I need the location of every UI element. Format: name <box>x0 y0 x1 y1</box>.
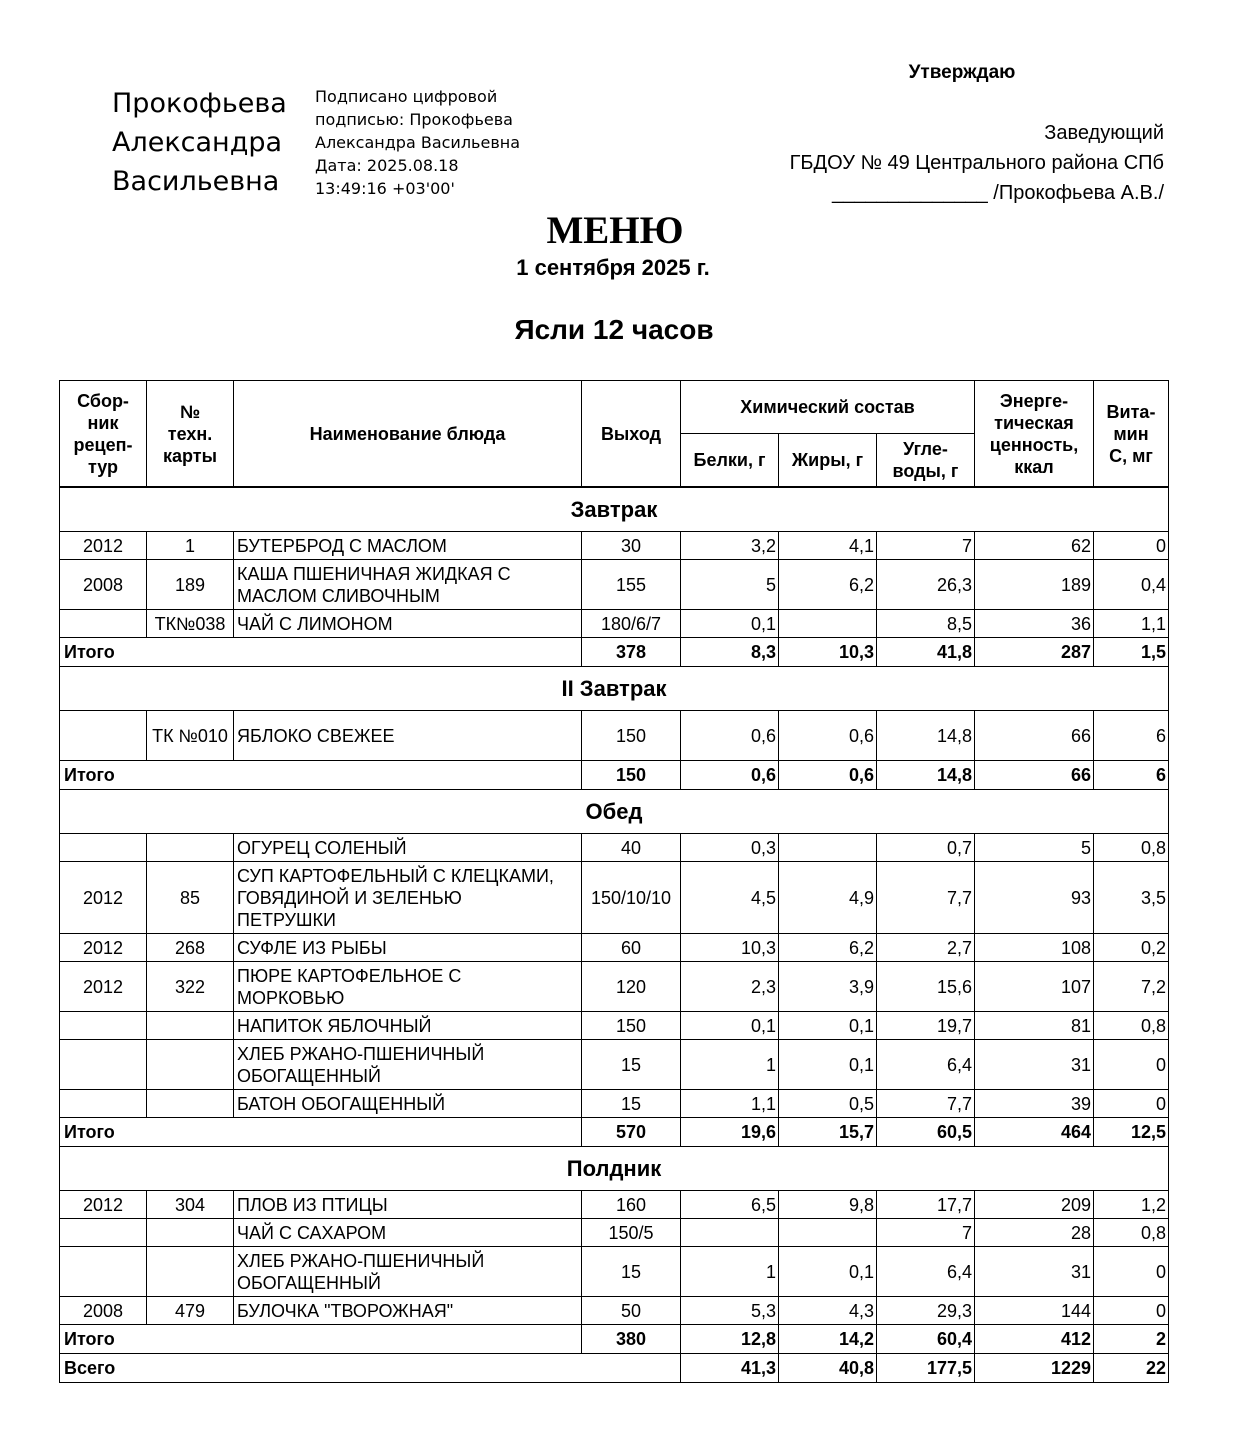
cell-output: 60 <box>582 934 681 962</box>
cell-energy: 66 <box>975 711 1094 761</box>
approval-block <box>790 118 1164 208</box>
cell-dish-name: СУП КАРТОФЕЛЬНЫЙ С КЛЕЦКАМИ, ГОВЯДИНОЙ И ЗЕЛЕНЬЮ ПЕТРУШКИ <box>234 862 582 934</box>
cell-card-number: 189 <box>147 560 234 610</box>
cell-proteins: 1 <box>681 1040 779 1090</box>
header-card-number: № техн. карты <box>147 381 234 488</box>
cell-vitamin-c: 0 <box>1094 1040 1169 1090</box>
cell-carbs: 6,4 <box>877 1247 975 1297</box>
cell-vitamin-c: 0,8 <box>1094 1219 1169 1247</box>
approval-label: Утверждаю <box>908 62 1016 83</box>
cell-carbs: 19,7 <box>877 1012 975 1040</box>
total-carbs: 41,8 <box>877 638 975 667</box>
cell-output: 15 <box>582 1040 681 1090</box>
total-row <box>60 761 1169 790</box>
cell-card-number <box>147 834 234 862</box>
cell-vitamin-c: 3,5 <box>1094 862 1169 934</box>
cell-energy: 209 <box>975 1191 1094 1219</box>
total-output: 150 <box>582 761 681 790</box>
grand-total-energy: 1229 <box>975 1354 1094 1383</box>
cell-dish-name: БУТЕРБРОД С МАСЛОМ <box>234 532 582 560</box>
approval-sign-line: ______________ /Прокофьева А.В./ <box>832 182 1164 204</box>
cell-dish-name: НАПИТОК ЯБЛОЧНЫЙ <box>234 1012 582 1040</box>
cell-card-number: ТК №010 <box>147 711 234 761</box>
cell-collection <box>60 1247 147 1297</box>
cell-energy: 62 <box>975 532 1094 560</box>
cell-fats <box>779 834 877 862</box>
total-label: Итого <box>60 638 582 667</box>
cell-fats: 0,1 <box>779 1040 877 1090</box>
cell-collection: 2012 <box>60 962 147 1012</box>
cell-output: 50 <box>582 1297 681 1325</box>
table-row <box>60 1040 1169 1090</box>
total-vitamin-c: 6 <box>1094 761 1169 790</box>
cell-fats: 4,9 <box>779 862 877 934</box>
cell-vitamin-c: 1,1 <box>1094 610 1169 638</box>
table-row <box>60 862 1169 934</box>
cell-energy: 28 <box>975 1219 1094 1247</box>
cell-output: 150 <box>582 1012 681 1040</box>
cell-energy: 107 <box>975 962 1094 1012</box>
cell-energy: 144 <box>975 1297 1094 1325</box>
cell-vitamin-c: 0 <box>1094 532 1169 560</box>
table-row <box>60 1297 1169 1325</box>
section-title: II Завтрак <box>60 667 1169 711</box>
cell-proteins <box>681 1219 779 1247</box>
cell-carbs: 29,3 <box>877 1297 975 1325</box>
total-vitamin-c: 2 <box>1094 1325 1169 1354</box>
total-label: Итого <box>60 1325 582 1354</box>
cell-carbs: 15,6 <box>877 962 975 1012</box>
cell-collection <box>60 711 147 761</box>
total-row <box>60 1118 1169 1147</box>
cell-card-number: 304 <box>147 1191 234 1219</box>
cell-output: 155 <box>582 560 681 610</box>
section-row <box>60 1147 1169 1191</box>
cell-output: 180/6/7 <box>582 610 681 638</box>
header-dish-name: Наименование блюда <box>234 381 582 488</box>
signature-name <box>112 84 287 201</box>
cell-proteins: 0,1 <box>681 1012 779 1040</box>
menu-table <box>59 380 1169 1383</box>
cell-output: 30 <box>582 532 681 560</box>
table-row <box>60 1219 1169 1247</box>
cell-output: 15 <box>582 1247 681 1297</box>
grand-total-vitamin-c: 22 <box>1094 1354 1169 1383</box>
cell-fats <box>779 1219 877 1247</box>
cell-fats <box>779 610 877 638</box>
cell-energy: 36 <box>975 610 1094 638</box>
menu-date: 1 сентября 2025 г. <box>516 255 710 280</box>
cell-collection: 2008 <box>60 1297 147 1325</box>
cell-card-number: ТК№038 <box>147 610 234 638</box>
cell-card-number: 85 <box>147 862 234 934</box>
cell-proteins: 3,2 <box>681 532 779 560</box>
cell-vitamin-c: 0 <box>1094 1247 1169 1297</box>
total-vitamin-c: 1,5 <box>1094 638 1169 667</box>
cell-output: 150/5 <box>582 1219 681 1247</box>
cell-collection: 2012 <box>60 532 147 560</box>
total-energy: 464 <box>975 1118 1094 1147</box>
cell-output: 150 <box>582 711 681 761</box>
cell-energy: 31 <box>975 1040 1094 1090</box>
total-row <box>60 638 1169 667</box>
total-fats: 10,3 <box>779 638 877 667</box>
cell-proteins: 6,5 <box>681 1191 779 1219</box>
table-row <box>60 560 1169 610</box>
total-fats: 15,7 <box>779 1118 877 1147</box>
cell-carbs: 17,7 <box>877 1191 975 1219</box>
signature-name-line: Васильевна <box>112 166 280 197</box>
cell-dish-name: ЧАЙ С САХАРОМ <box>234 1219 582 1247</box>
cell-dish-name: СУФЛЕ ИЗ РЫБЫ <box>234 934 582 962</box>
cell-card-number <box>147 1012 234 1040</box>
total-row <box>60 1325 1169 1354</box>
cell-carbs: 7 <box>877 1219 975 1247</box>
cell-proteins: 10,3 <box>681 934 779 962</box>
table-row <box>60 834 1169 862</box>
cell-collection <box>60 834 147 862</box>
table-row <box>60 1012 1169 1040</box>
approval-position: Заведующий <box>1044 122 1164 144</box>
section-title: Обед <box>60 790 1169 834</box>
cell-card-number <box>147 1247 234 1297</box>
total-energy: 412 <box>975 1325 1094 1354</box>
grand-total-row <box>60 1354 1169 1383</box>
total-proteins: 19,6 <box>681 1118 779 1147</box>
cell-output: 40 <box>582 834 681 862</box>
header-energy: Энерге- тическая ценность, ккал <box>975 381 1094 488</box>
cell-fats: 6,2 <box>779 934 877 962</box>
grand-total-fats: 40,8 <box>779 1354 877 1383</box>
group-title: Ясли 12 часов <box>514 314 714 345</box>
header-vitamin-c: Вита- мин С, мг <box>1094 381 1169 488</box>
cell-proteins: 5 <box>681 560 779 610</box>
total-carbs: 60,5 <box>877 1118 975 1147</box>
cell-carbs: 7 <box>877 532 975 560</box>
cell-collection <box>60 1090 147 1118</box>
header-output: Выход <box>582 381 681 488</box>
grand-total-label: Всего <box>60 1354 681 1383</box>
cell-card-number <box>147 1090 234 1118</box>
signature-detail-line: подписью: Прокофьева <box>315 110 513 129</box>
cell-output: 15 <box>582 1090 681 1118</box>
total-proteins: 8,3 <box>681 638 779 667</box>
section-row <box>60 790 1169 834</box>
cell-fats: 0,5 <box>779 1090 877 1118</box>
cell-vitamin-c: 0,8 <box>1094 1012 1169 1040</box>
approval-organization: ГБДОУ № 49 Центрального района СПб <box>789 152 1164 174</box>
grand-total-proteins: 41,3 <box>681 1354 779 1383</box>
cell-proteins: 0,3 <box>681 834 779 862</box>
section-title: Полдник <box>60 1147 1169 1191</box>
cell-dish-name: ЯБЛОКО СВЕЖЕЕ <box>234 711 582 761</box>
cell-vitamin-c: 1,2 <box>1094 1191 1169 1219</box>
cell-collection <box>60 1012 147 1040</box>
cell-fats: 0,1 <box>779 1247 877 1297</box>
cell-collection: 2012 <box>60 1191 147 1219</box>
cell-energy: 108 <box>975 934 1094 962</box>
cell-card-number <box>147 1219 234 1247</box>
cell-proteins: 0,1 <box>681 610 779 638</box>
cell-fats: 9,8 <box>779 1191 877 1219</box>
table-row <box>60 962 1169 1012</box>
header-carbs: Угле- воды, г <box>877 434 975 488</box>
total-output: 380 <box>582 1325 681 1354</box>
section-title: Завтрак <box>60 487 1169 532</box>
total-label: Итого <box>60 761 582 790</box>
cell-energy: 81 <box>975 1012 1094 1040</box>
signature-name-line: Прокофьева <box>112 88 287 119</box>
cell-carbs: 26,3 <box>877 560 975 610</box>
cell-card-number: 1 <box>147 532 234 560</box>
menu-table-body <box>60 487 1169 1383</box>
signature-name-line: Александра <box>112 127 283 158</box>
signature-detail-line: Подписано цифровой <box>315 87 498 106</box>
total-label: Итого <box>60 1118 582 1147</box>
cell-carbs: 8,5 <box>877 610 975 638</box>
table-row <box>60 610 1169 638</box>
cell-dish-name: БАТОН ОБОГАЩЕННЫЙ <box>234 1090 582 1118</box>
cell-dish-name: ПЮРЕ КАРТОФЕЛЬНОЕ С МОРКОВЬЮ <box>234 962 582 1012</box>
cell-dish-name: ОГУРЕЦ СОЛЕНЫЙ <box>234 834 582 862</box>
table-row <box>60 711 1169 761</box>
cell-dish-name: ХЛЕБ РЖАНО-ПШЕНИЧНЫЙ ОБОГАЩЕННЫЙ <box>234 1040 582 1090</box>
cell-proteins: 1,1 <box>681 1090 779 1118</box>
header-fats: Жиры, г <box>779 434 877 488</box>
header-collection: Сбор- ник рецеп- тур <box>60 381 147 488</box>
grand-total-carbs: 177,5 <box>877 1354 975 1383</box>
cell-fats: 4,1 <box>779 532 877 560</box>
cell-vitamin-c: 0,2 <box>1094 934 1169 962</box>
total-energy: 66 <box>975 761 1094 790</box>
cell-vitamin-c: 0,8 <box>1094 834 1169 862</box>
total-output: 378 <box>582 638 681 667</box>
cell-collection: 2012 <box>60 934 147 962</box>
cell-collection <box>60 1219 147 1247</box>
total-proteins: 0,6 <box>681 761 779 790</box>
cell-dish-name: ЧАЙ С ЛИМОНОМ <box>234 610 582 638</box>
table-row <box>60 934 1169 962</box>
cell-carbs: 7,7 <box>877 862 975 934</box>
cell-energy: 5 <box>975 834 1094 862</box>
cell-energy: 189 <box>975 560 1094 610</box>
cell-vitamin-c: 0 <box>1094 1090 1169 1118</box>
cell-card-number: 479 <box>147 1297 234 1325</box>
cell-carbs: 2,7 <box>877 934 975 962</box>
signature-detail-line: Дата: 2025.08.18 <box>315 156 459 175</box>
total-vitamin-c: 12,5 <box>1094 1118 1169 1147</box>
cell-vitamin-c: 6 <box>1094 711 1169 761</box>
table-row <box>60 1247 1169 1297</box>
cell-energy: 39 <box>975 1090 1094 1118</box>
cell-carbs: 0,7 <box>877 834 975 862</box>
total-output: 570 <box>582 1118 681 1147</box>
cell-fats: 6,2 <box>779 560 877 610</box>
cell-card-number <box>147 1040 234 1090</box>
cell-carbs: 14,8 <box>877 711 975 761</box>
cell-collection: 2012 <box>60 862 147 934</box>
total-fats: 0,6 <box>779 761 877 790</box>
cell-fats: 4,3 <box>779 1297 877 1325</box>
table-row <box>60 1191 1169 1219</box>
section-row <box>60 487 1169 532</box>
signature-detail-line: Александра Васильевна <box>315 133 521 152</box>
cell-fats: 0,1 <box>779 1012 877 1040</box>
cell-collection: 2008 <box>60 560 147 610</box>
table-row <box>60 1090 1169 1118</box>
cell-proteins: 2,3 <box>681 962 779 1012</box>
cell-proteins: 5,3 <box>681 1297 779 1325</box>
signature-details <box>315 85 520 200</box>
table-row <box>60 532 1169 560</box>
cell-dish-name: ХЛЕБ РЖАНО-ПШЕНИЧНЫЙ ОБОГАЩЕННЫЙ <box>234 1247 582 1297</box>
cell-carbs: 6,4 <box>877 1040 975 1090</box>
cell-output: 120 <box>582 962 681 1012</box>
cell-dish-name: БУЛОЧКА "ТВОРОЖНАЯ" <box>234 1297 582 1325</box>
page-title: МЕНЮ <box>546 209 684 252</box>
cell-fats: 3,9 <box>779 962 877 1012</box>
cell-fats: 0,6 <box>779 711 877 761</box>
cell-dish-name: ПЛОВ ИЗ ПТИЦЫ <box>234 1191 582 1219</box>
cell-vitamin-c: 0,4 <box>1094 560 1169 610</box>
cell-card-number: 322 <box>147 962 234 1012</box>
total-carbs: 14,8 <box>877 761 975 790</box>
cell-carbs: 7,7 <box>877 1090 975 1118</box>
cell-collection <box>60 1040 147 1090</box>
cell-card-number: 268 <box>147 934 234 962</box>
cell-output: 150/10/10 <box>582 862 681 934</box>
cell-vitamin-c: 7,2 <box>1094 962 1169 1012</box>
total-energy: 287 <box>975 638 1094 667</box>
cell-proteins: 0,6 <box>681 711 779 761</box>
signature-detail-line: 13:49:16 +03'00' <box>315 179 455 198</box>
total-carbs: 60,4 <box>877 1325 975 1354</box>
cell-vitamin-c: 0 <box>1094 1297 1169 1325</box>
total-fats: 14,2 <box>779 1325 877 1354</box>
cell-energy: 31 <box>975 1247 1094 1297</box>
cell-dish-name: КАША ПШЕНИЧНАЯ ЖИДКАЯ С МАСЛОМ СЛИВОЧНЫМ <box>234 560 582 610</box>
section-row <box>60 667 1169 711</box>
header-chemical-composition: Химический состав <box>681 381 975 434</box>
cell-collection <box>60 610 147 638</box>
cell-output: 160 <box>582 1191 681 1219</box>
cell-proteins: 1 <box>681 1247 779 1297</box>
header-proteins: Белки, г <box>681 434 779 488</box>
total-proteins: 12,8 <box>681 1325 779 1354</box>
cell-proteins: 4,5 <box>681 862 779 934</box>
cell-energy: 93 <box>975 862 1094 934</box>
